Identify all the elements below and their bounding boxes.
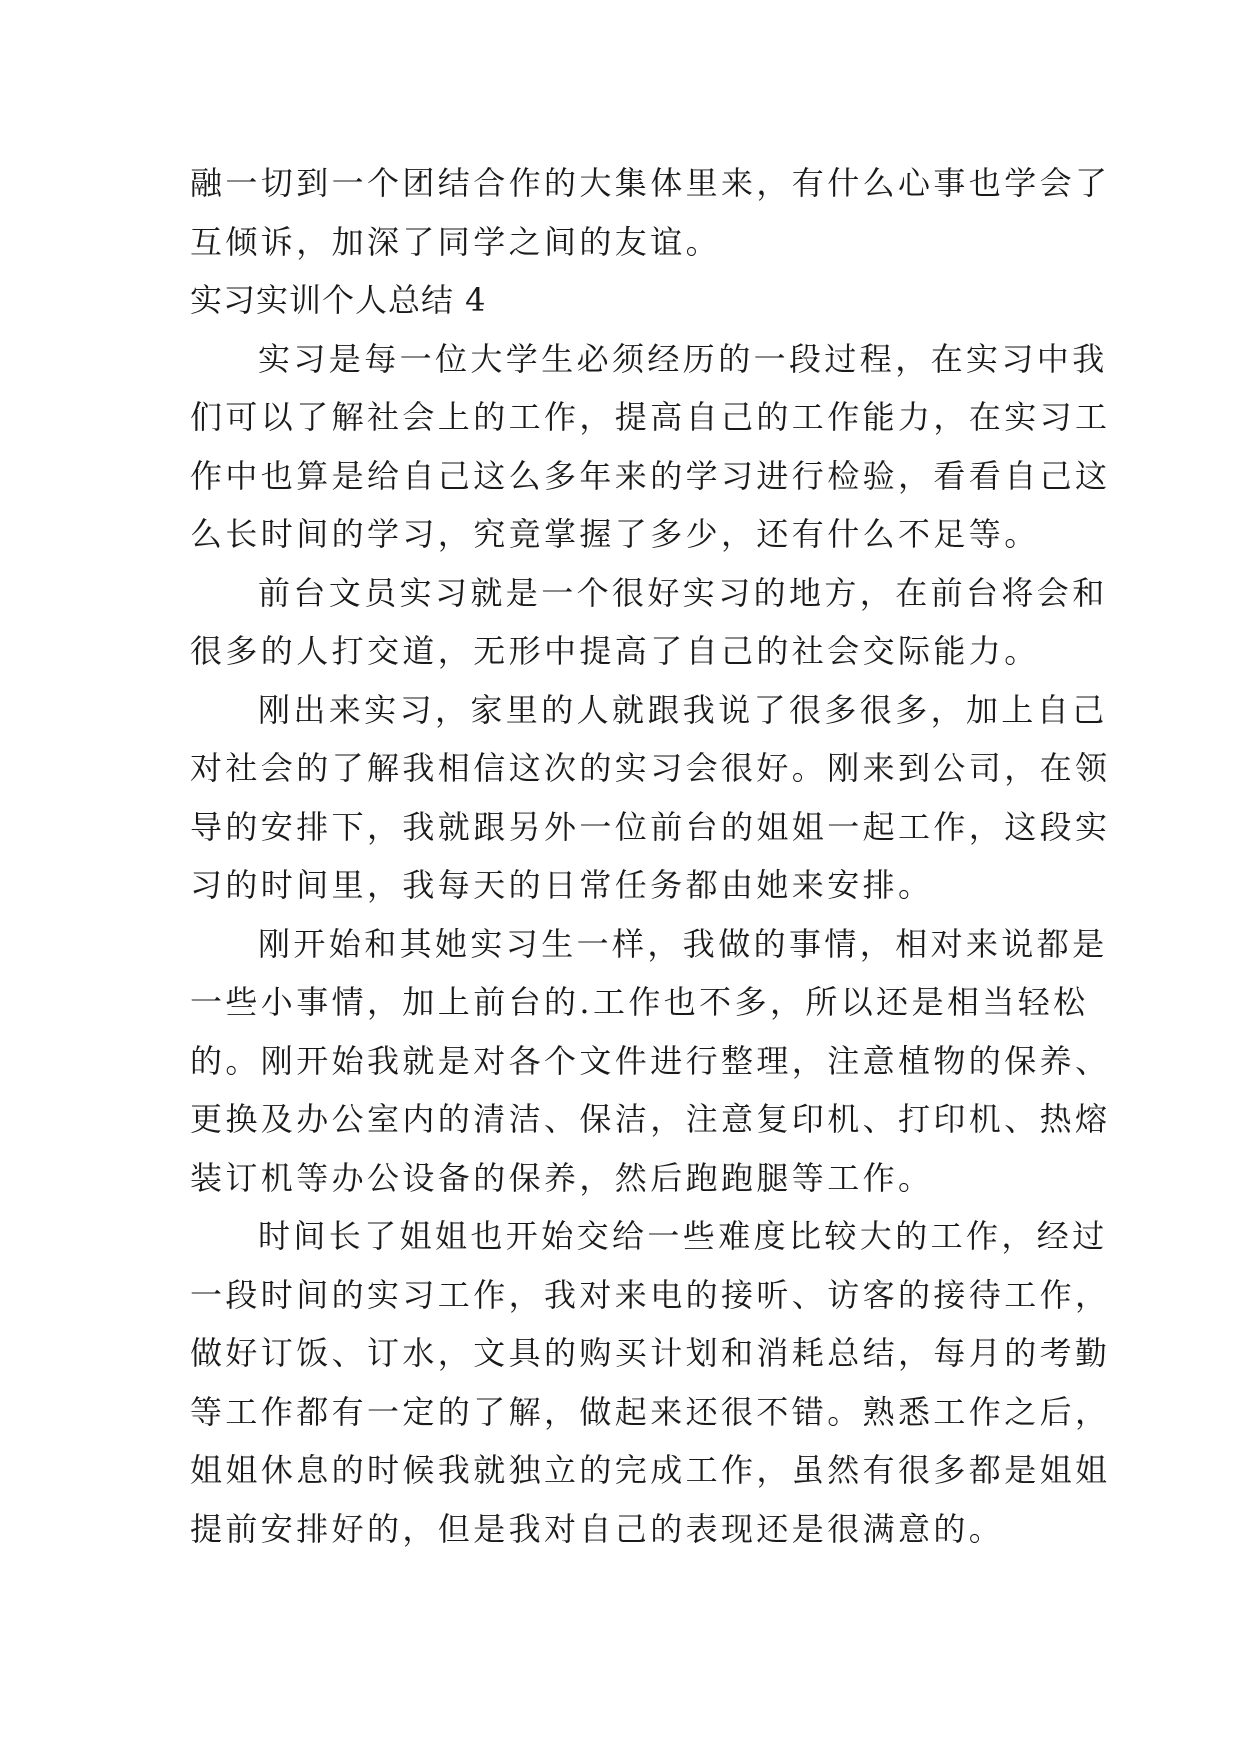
paragraph-line: 对社会的了解我相信这次的实习会很好。刚来到公司，在领 [190, 749, 1111, 787]
continuation-line: 融一切到一个团结合作的大集体里来，有什么心事也学会了 [190, 164, 1111, 202]
continuation-line: 互倾诉，加深了同学之间的友谊。 [190, 222, 722, 261]
paragraph-line: 很多的人打交道，无形中提高了自己的社会交际能力。 [190, 632, 1040, 670]
document-body [190, 154, 1111, 1558]
paragraph-line: 们可以了解社会上的工作，提高自己的工作能力，在实习工 [190, 398, 1111, 436]
paragraph-line: 一些小事情，加上前台的.工作也不多，所以还是相当轻松 [190, 983, 1089, 1021]
paragraph-line: 做好订饭、订水，文具的购买计划和消耗总结，每月的考勤 [190, 1334, 1111, 1372]
section-heading: 实习实训个人总结 4 [190, 281, 487, 319]
paragraph-line: 么长时间的学习，究竟掌握了多少，还有什么不足等。 [190, 515, 1040, 553]
paragraph-line: 提前安排好的，但是我对自己的表现还是很满意的。 [190, 1509, 1005, 1548]
paragraph-line: 刚出来实习，家里的人就跟我说了很多很多，加上自己 [258, 690, 1108, 729]
paragraph-line: 实习是每一位大学生必须经历的一段过程，在实习中我 [258, 339, 1108, 378]
paragraph-line: 前台文员实习就是一个很好实习的地方，在前台将会和 [258, 573, 1108, 612]
paragraph-line: 等工作都有一定的了解，做起来还很不错。熟悉工作之后， [190, 1392, 1111, 1431]
paragraph-line: 更换及办公室内的清洁、保洁，注意复印机、打印机、热熔 [190, 1100, 1111, 1138]
paragraph-line: 姐姐休息的时候我就独立的完成工作，虽然有很多都是姐姐 [190, 1451, 1111, 1489]
paragraph-line: 时间长了姐姐也开始交给一些难度比较大的工作，经过 [258, 1217, 1108, 1255]
paragraph-line: 一段时间的实习工作，我对来电的接听、访客的接待工作， [190, 1275, 1111, 1314]
paragraph-line: 习的时间里，我每天的日常任务都由她来安排。 [190, 866, 934, 904]
paragraph-line: 导的安排下，我就跟另外一位前台的姐姐一起工作，这段实 [190, 807, 1111, 846]
paragraph-line: 刚开始和其她实习生一样，我做的事情，相对来说都是 [258, 924, 1108, 963]
paragraph-line: 装订机等办公设备的保养，然后跑跑腿等工作。 [190, 1158, 934, 1197]
paragraph-line: 的。刚开始我就是对各个文件进行整理，注意植物的保养、 [190, 1041, 1111, 1080]
paragraph-line: 作中也算是给自己这么多年来的学习进行检验，看看自己这 [190, 456, 1111, 495]
